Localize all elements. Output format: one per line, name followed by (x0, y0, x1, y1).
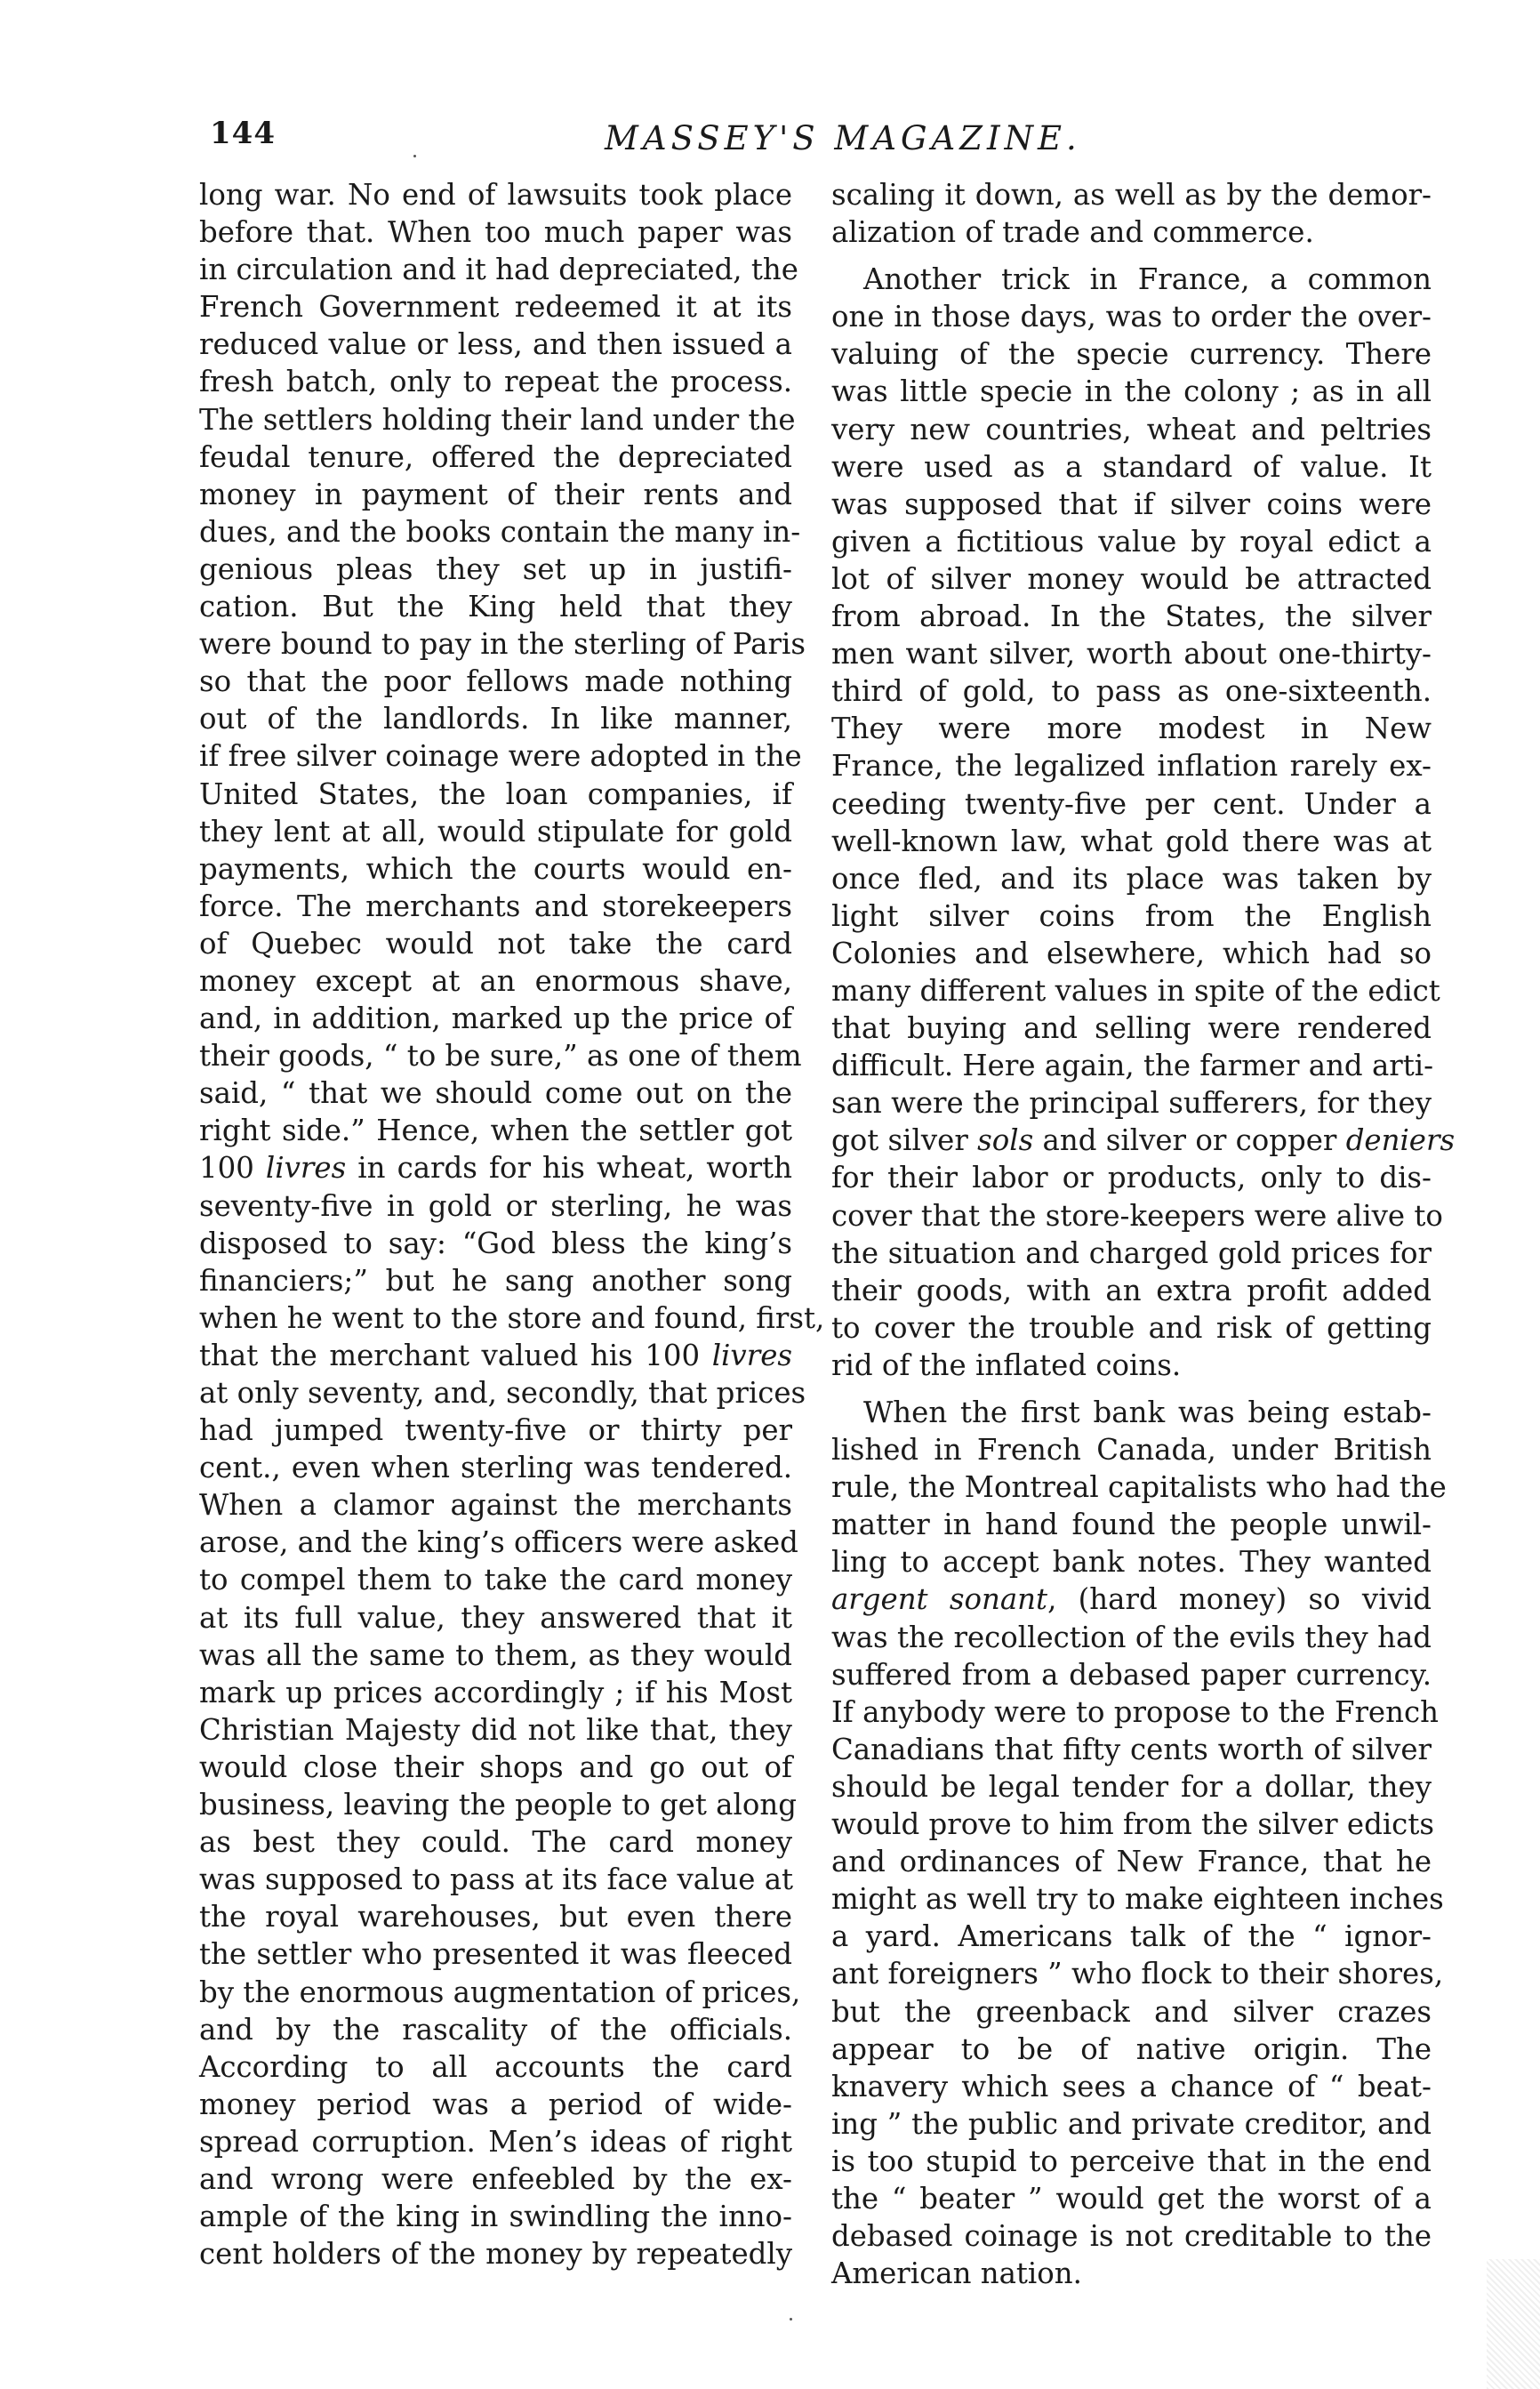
text-line: of Quebec would not take the card (199, 926, 792, 961)
text-line: arose, and the king’s officers were asked (199, 1525, 798, 1560)
text-line: from abroad. In the States, the silver (831, 599, 1432, 634)
text-line: scaling it down, as well as by the demor- (831, 178, 1432, 212)
text-line: and by the rascality of the officials. (199, 2012, 792, 2047)
page-number: 144 (210, 116, 276, 151)
text-line: for their labor or products, only to dis- (831, 1161, 1432, 1195)
text-line: appear to be of native origin. The (831, 2031, 1432, 2066)
paragraph (831, 1394, 1447, 2292)
paragraph (831, 261, 1456, 1384)
text-line: the “ beater ” would get the worst of a (831, 2181, 1432, 2216)
text-line: genious pleas they set up in justifi- (199, 551, 792, 586)
text-line: Christian Majesty did not like that, they (199, 1712, 792, 1747)
text-line: financiers;” but he sang another song (199, 1263, 792, 1298)
text-line: American nation. (831, 2256, 1082, 2291)
text-line: that the merchant valued his 100 livres (199, 1338, 792, 1372)
text-line: at only seventy, and, secondly, that prices (199, 1376, 806, 1410)
text-line: Another trick in France, a common (863, 262, 1432, 297)
text-line: According to all accounts the card (199, 2049, 792, 2084)
text-line: difficult. Here again, the farmer and arti- (831, 1049, 1434, 1083)
text-line: to cover the trouble and risk of getting (831, 1310, 1432, 1345)
text-line: at its full value, they answered that it (199, 1600, 792, 1635)
text-line: rule, the Montreal capitalists who had the (831, 1470, 1447, 1505)
text-line: their goods, “ to be sure,” as one of them (199, 1039, 802, 1074)
text-line: spread corruption. Men’s ideas of right (199, 2124, 792, 2159)
text-line: had jumped twenty-five or thirty per (199, 1413, 792, 1448)
text-line: but the greenback and silver crazes (831, 1994, 1432, 2029)
text-line: men want silver, worth about one-thirty- (831, 637, 1432, 672)
text-line: ling to accept bank notes. They wanted (831, 1545, 1432, 1580)
text-line: would prove to him from the silver edicts (831, 1807, 1434, 1842)
text-line: Colonies and elsewhere, which had so (831, 936, 1432, 970)
text-line: was all the same to them, as they would (199, 1637, 792, 1672)
text-line: their goods, with an extra profit added (831, 1273, 1432, 1307)
text-line: cent holders of the money by repeatedly (199, 2237, 792, 2272)
text-line: should be legal tender for a dollar, they (831, 1769, 1432, 1804)
text-line: mark up prices accordingly ; if his Most (199, 1675, 792, 1709)
text-line: said, “ that we should come out on the (199, 1076, 792, 1111)
text-line: and ordinances of New France, that he (831, 1845, 1432, 1879)
paragraph-gap (831, 251, 1432, 261)
text-line: argent sonant, (hard money) so vivid (831, 1582, 1432, 1617)
text-line: French Government redeemed it at its (199, 290, 792, 325)
text-line: a yard. Americans talk of the “ ignor- (831, 1919, 1432, 1954)
text-line: in circulation and it had depreciated, the (199, 253, 798, 287)
text-line: When a clamor against the merchants (199, 1488, 792, 1523)
text-line: lished in French Canada, under British (831, 1433, 1432, 1468)
text-line: business, leaving the people to get along (199, 1788, 797, 1822)
text-line: 100 livres in cards for his wheat, worth (199, 1151, 792, 1186)
text-line: and wrong were enfeebled by the ex- (199, 2161, 792, 2196)
text-line: valuing of the specie currency. There (831, 337, 1432, 372)
text-line: given a fictitious value by royal edict a (831, 524, 1432, 559)
text-line: the situation and charged gold prices for (831, 1235, 1432, 1270)
text-line: money in payment of their rents and (199, 477, 792, 511)
text-line: was the recollection of the evils they had (831, 1620, 1432, 1654)
text-line: money except at an enormous shave, (199, 963, 792, 998)
text-line: If anybody were to propose to the French (831, 1694, 1439, 1729)
text-line: san were the principal sufferers, for they (831, 1086, 1432, 1121)
text-line: debased coinage is not creditable to the (831, 2219, 1432, 2254)
text-line: was little specie in the colony ; as in all (831, 374, 1432, 409)
text-line: France, the legalized inflation rarely ex- (831, 749, 1432, 784)
text-line: would close their shops and go out of (199, 1750, 792, 1784)
text-line: rid of the inflated coins. (831, 1347, 1182, 1382)
text-line: and, in addition, marked up the price of (199, 1001, 792, 1036)
text-line: United States, the loan companies, if (199, 776, 792, 811)
text-line: disposed to say: “God bless the king’s (199, 1226, 792, 1260)
text-line: third of gold, to pass as one-sixteenth. (831, 674, 1432, 709)
text-line: many different values in spite of the edict (831, 973, 1440, 1008)
text-line: by the enormous augmentation of prices, (199, 1975, 801, 2009)
text-line: out of the landlords. In like manner, (199, 702, 792, 736)
text-line: when he went to the store and found, first, (199, 1300, 825, 1335)
text-line: is too stupid to perceive that in the end (831, 2144, 1432, 2178)
text-line: payments, which the courts would en- (199, 851, 792, 886)
text-line: fresh batch, only to repeat the process. (199, 365, 792, 399)
text-line: The settlers holding their land under the (199, 402, 796, 437)
text-line: before that. When too much paper was (199, 215, 792, 250)
text-line: was supposed that if silver coins were (831, 487, 1432, 521)
text-line: were used as a standard of value. It (831, 449, 1432, 484)
page-edge-shading (1487, 2259, 1540, 2389)
text-line: cover that the store-keepers were alive to (831, 1198, 1443, 1233)
running-title: MASSEY'S MAGAZINE. (605, 119, 1081, 157)
text-line: knavery which sees a chance of “ beat- (831, 2069, 1432, 2103)
text-line: once fled, and its place was taken by (831, 861, 1432, 896)
text-line: suffered from a debased paper currency. (831, 1657, 1432, 1692)
text-line: got silver sols and silver or copper deniers (831, 1123, 1456, 1158)
text-line: cation. But the King held that they (199, 590, 792, 624)
text-line: long war. No end of lawsuits took place (199, 178, 792, 212)
text-line: ceeding twenty-five per cent. Under a (831, 786, 1432, 821)
text-line: to compel them to take the card money (199, 1563, 792, 1597)
text-line: light silver coins from the English (831, 898, 1432, 933)
text-line: reduced value or less, and then issued a (199, 327, 792, 362)
text-line: ample of the king in swindling the inno- (199, 2200, 792, 2234)
paragraph-gap (831, 1384, 1432, 1394)
text-line: as best they could. The card money (199, 1825, 792, 1860)
text-line: cent., even when sterling was tendered. (199, 1451, 792, 1485)
text-line: alization of trade and commerce. (831, 215, 1314, 250)
text-line: When the first bank was being estab- (863, 1396, 1432, 1429)
text-line: might as well try to make eighteen inches (831, 1882, 1444, 1917)
text-line: that buying and selling were rendered (831, 1011, 1432, 1046)
text-line: They were more modest in New (831, 712, 1432, 746)
text-line: they lent at all, would stipulate for gold (199, 814, 792, 849)
text-line: if free silver coinage were adopted in the (199, 739, 802, 774)
text-line: feudal tenure, offered the depreciated (199, 439, 792, 474)
left-column (199, 176, 825, 2272)
print-speck (790, 2318, 792, 2321)
text-line: were bound to pay in the sterling of Paris (199, 627, 806, 662)
right-column (831, 176, 1456, 2292)
text-line: was supposed to pass at its face value at (199, 1862, 794, 1897)
text-line: lot of silver money would be attracted (831, 561, 1432, 596)
text-line: very new countries, wheat and peltries (831, 412, 1432, 446)
text-line: well-known law, what gold there was at (831, 824, 1432, 858)
text-line: Canadians that fifty cents worth of silver (831, 1732, 1432, 1766)
paragraph (199, 176, 825, 2272)
text-line: the royal warehouses, but even there (199, 1900, 792, 1935)
print-speck (413, 155, 416, 157)
text-line: matter in hand found the people unwil- (831, 1508, 1432, 1542)
text-line: dues, and the books contain the many in- (199, 514, 801, 549)
text-line: so that the poor fellows made nothing (199, 664, 792, 699)
text-line: one in those days, was to order the over- (831, 300, 1432, 334)
text-line: money period was a period of wide- (199, 2087, 792, 2121)
paragraph (831, 176, 1432, 251)
text-line: force. The merchants and storekeepers (199, 889, 792, 923)
text-line: seventy-five in gold or sterling, he was (199, 1188, 792, 1223)
text-line: ant foreigners ” who flock to their shores, (831, 1957, 1444, 1991)
text-line: right side.” Hence, when the settler got (199, 1114, 792, 1148)
text-line: ing ” the public and private creditor, and (831, 2106, 1432, 2141)
text-line: the settler who presented it was fleeced (199, 1937, 792, 1972)
